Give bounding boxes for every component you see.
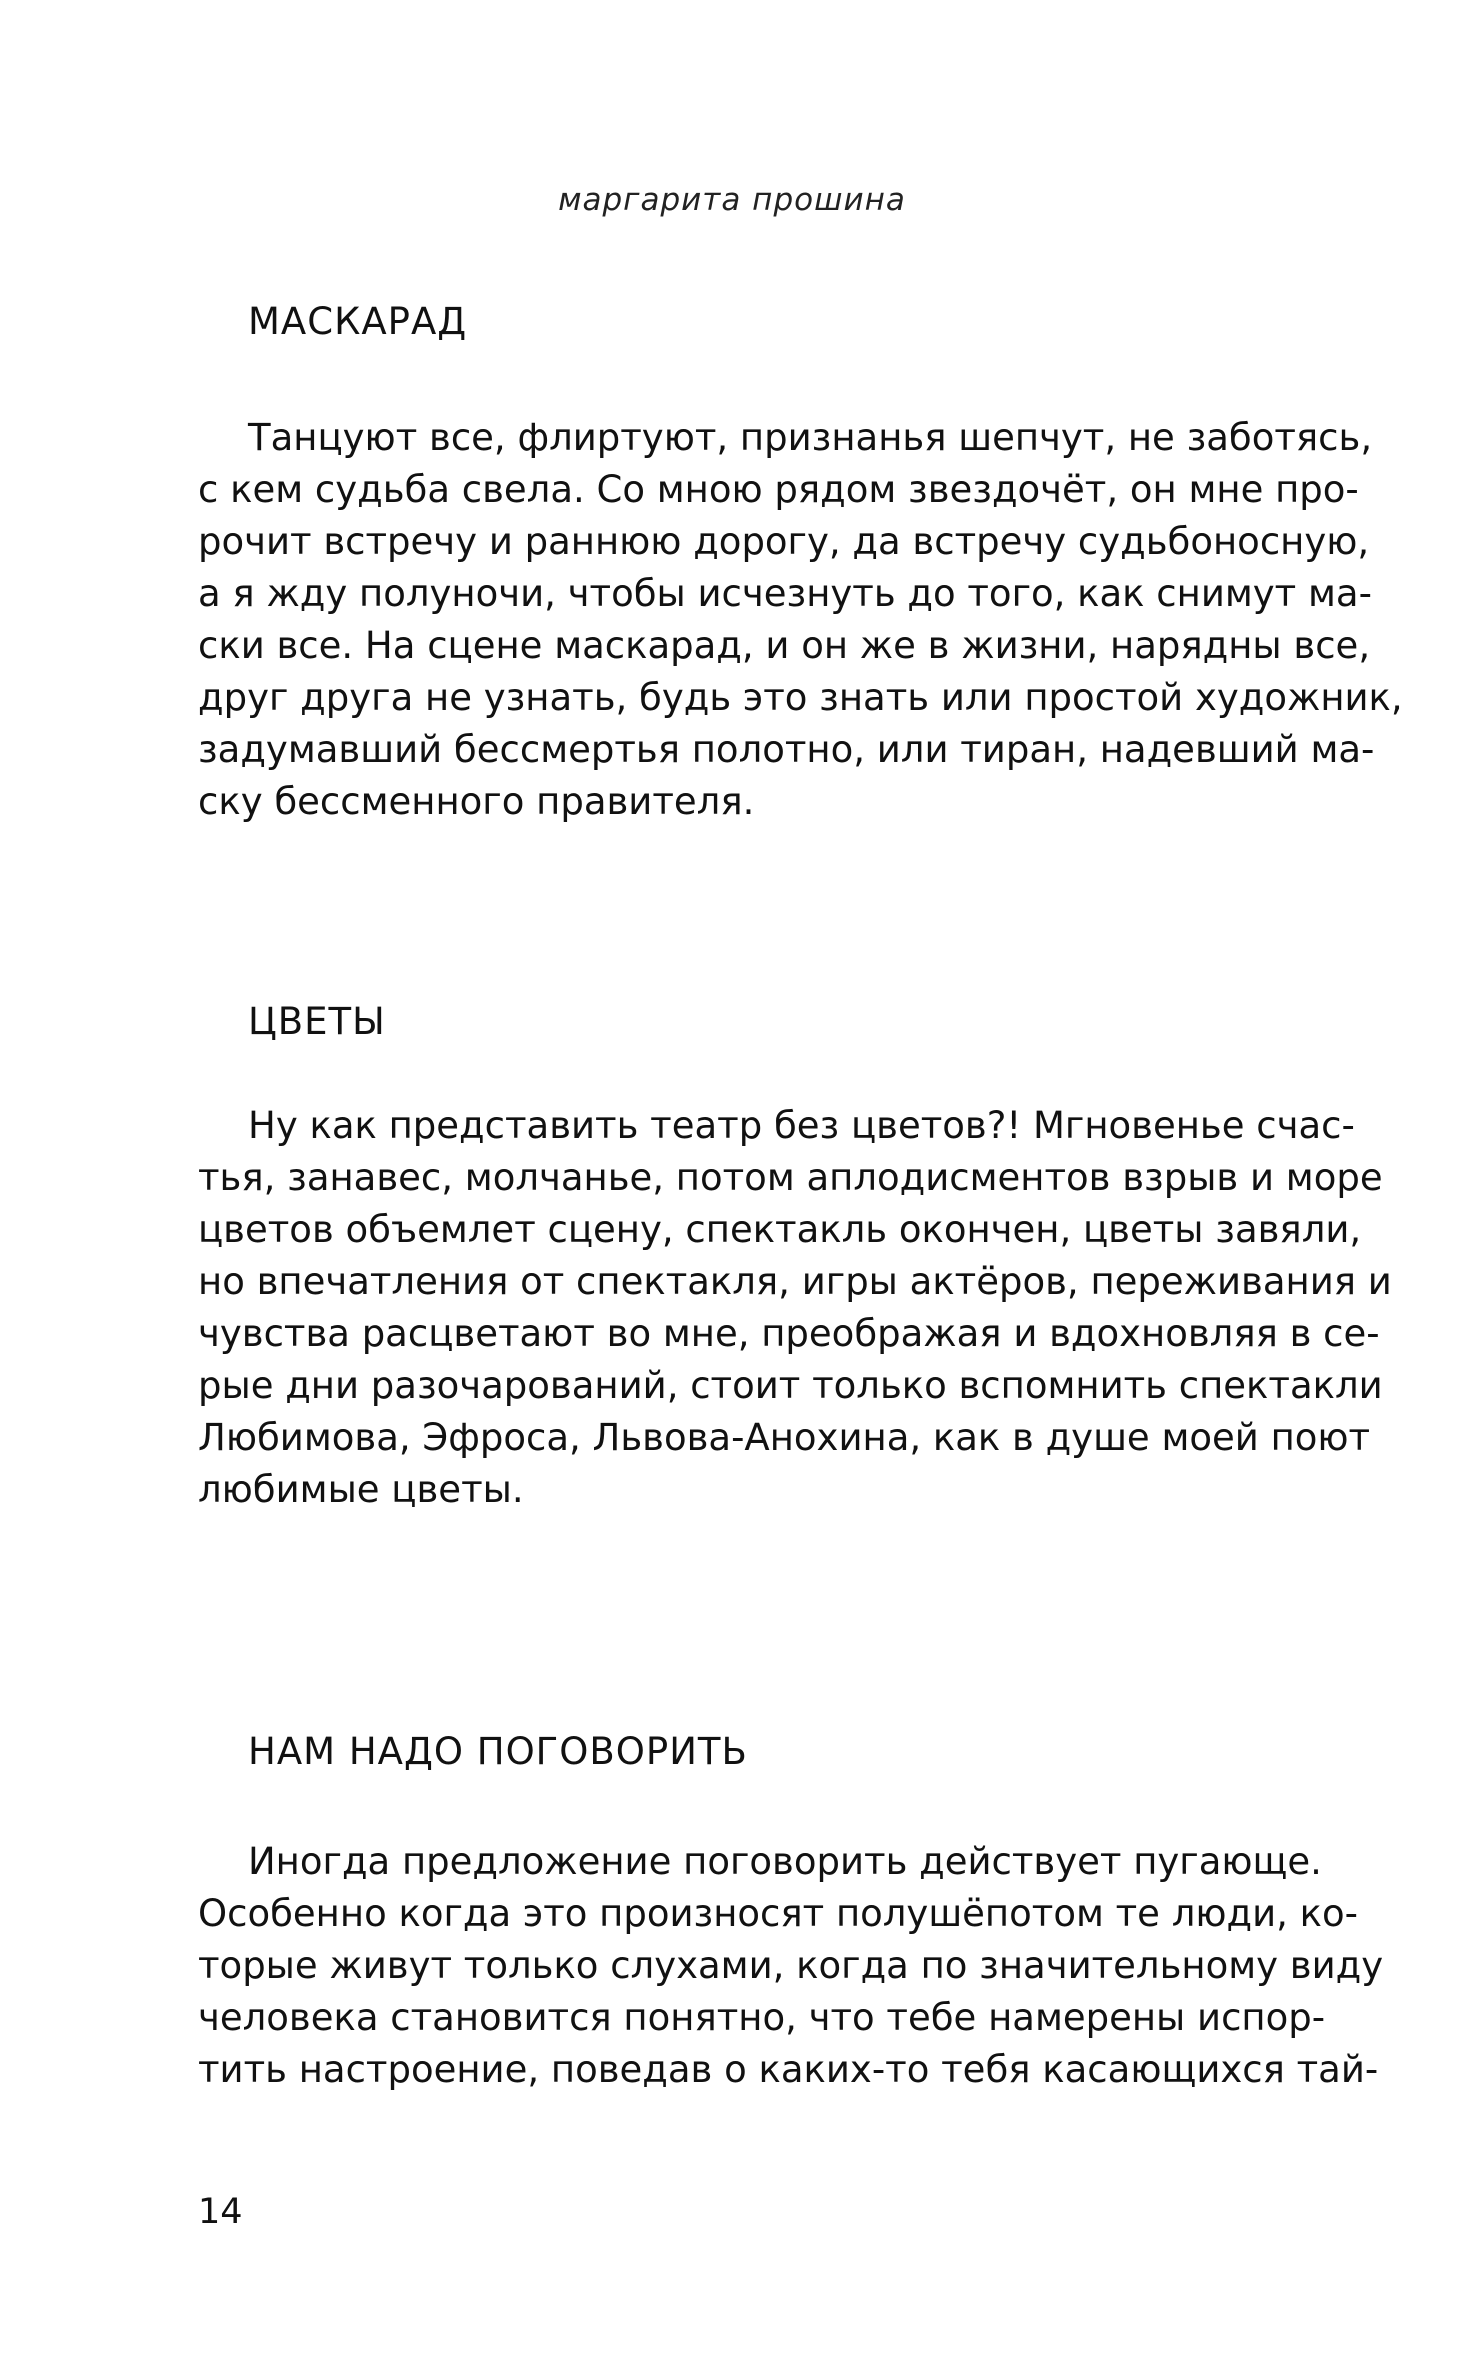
text-line: Танцуют все, флиртуют, признанья шепчут, не заботясь, <box>248 416 1373 459</box>
section-title: НАМ НАДО ПОГОВОРИТЬ <box>248 1730 748 1773</box>
text-line: цветов объемлет сцену, спектакль окончен, цветы завяли, <box>198 1208 1362 1251</box>
text-line: человека становится понятно, что тебе намерены испор- <box>198 1996 1326 2039</box>
text-line: торые живут только слухами, когда по значительному виду <box>198 1944 1384 1987</box>
text-line: рочит встречу и раннюю дорогу, да встречу судьбоносную, <box>198 520 1370 563</box>
text-line: Ну как представить театр без цветов?! Мгновенье счас- <box>248 1104 1355 1147</box>
text-line: ски все. На сцене маскарад, и он же в жизни, нарядны все, <box>198 624 1371 667</box>
text-line: друг друга не узнать, будь это знать или простой художник, <box>198 676 1403 719</box>
text-line: а я жду полуночи, чтобы исчезнуть до того, как снимут ма- <box>198 572 1372 615</box>
running-head: маргарита прошина <box>558 182 906 218</box>
text-line: задумавший бессмертья полотно, или тиран, надевший ма- <box>198 728 1375 771</box>
section-title: МАСКАРАД <box>248 300 468 343</box>
page-number: 14 <box>198 2192 243 2232</box>
text-line: но впечатления от спектакля, игры актёров, переживания и <box>198 1260 1392 1303</box>
text-line: с кем судьба свела. Со мною рядом звездочёт, он мне про- <box>198 468 1359 511</box>
text-line: любимые цветы. <box>198 1468 524 1511</box>
text-line: тить настроение, поведав о каких-то тебя касающихся тай- <box>198 2048 1379 2091</box>
text-line: ску бессменного правителя. <box>198 780 755 823</box>
text-line: Любимова, Эфроса, Львова-Анохина, как в душе моей поют <box>198 1416 1371 1459</box>
text-line: рые дни разочарований, стоит только вспомнить спектакли <box>198 1364 1383 1407</box>
text-line: тья, занавес, молчанье, потом аплодисментов взрыв и море <box>198 1156 1383 1199</box>
section-title: ЦВЕТЫ <box>248 1000 386 1043</box>
text-line: чувства расцветают во мне, преображая и вдохновляя в се- <box>198 1312 1380 1355</box>
text-line: Иногда предложение поговорить действует пугающе. <box>248 1840 1322 1883</box>
text-line: Особенно когда это произносят полушёпотом те люди, ко- <box>198 1892 1358 1935</box>
